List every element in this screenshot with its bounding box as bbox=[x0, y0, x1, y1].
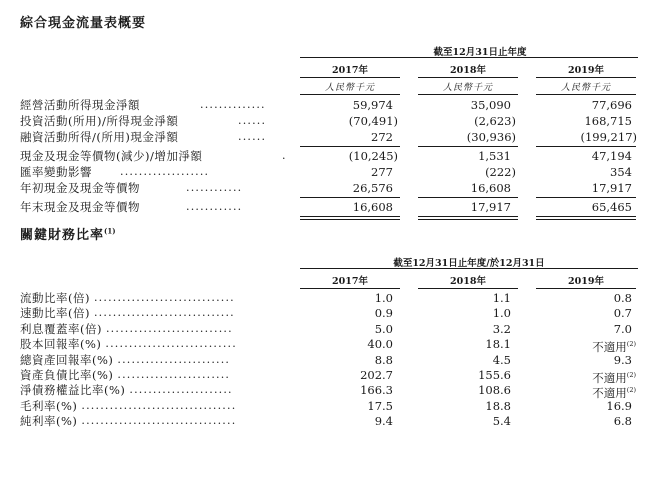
cashflow-row-net-change bbox=[0, 148, 652, 164]
row-label: 淨債務權益比率(%) bbox=[20, 383, 126, 398]
ratios-row-gearing bbox=[0, 367, 652, 383]
ratios-row-net-margin bbox=[0, 413, 652, 429]
leader-dots: ........................ bbox=[117, 352, 231, 366]
ratios-row-net-debt-equity bbox=[0, 382, 652, 401]
cashflow-year-2017: 2017年 bbox=[332, 65, 368, 76]
value-2017: 59,974 bbox=[352, 98, 393, 112]
value-2017: 8.8 bbox=[374, 352, 393, 367]
value-2018: 155.6 bbox=[478, 368, 511, 382]
cashflow-unit-rule-2018 bbox=[418, 94, 518, 95]
cashflow-row-financing bbox=[0, 129, 652, 145]
value-2018: 16,608 bbox=[470, 181, 511, 195]
value-2017: 1.0 bbox=[374, 291, 393, 305]
leader-dots: .............................. bbox=[93, 291, 235, 304]
row-label: 流動比率(倍) bbox=[20, 291, 90, 305]
cashflow-row-closing bbox=[0, 199, 652, 215]
value-2017: 5.0 bbox=[374, 321, 393, 336]
value-2019: 47,194 bbox=[591, 149, 632, 163]
cashflow-unit-2018: 人民幣千元 bbox=[442, 83, 493, 93]
value-2017: 166.3 bbox=[360, 383, 393, 398]
value-2019: 0.8 bbox=[613, 291, 632, 305]
value-2017: (70,491) bbox=[348, 114, 398, 128]
row-label: 毛利率(%) bbox=[20, 398, 78, 413]
row-label: 融資活動所得/(所用)現金淨額 bbox=[20, 130, 179, 144]
value-2018: 1.1 bbox=[492, 291, 511, 305]
cashflow-title: 綜合現金流量表概要 bbox=[20, 16, 147, 31]
leader-dots: ................................. bbox=[81, 398, 237, 412]
value-2019: 17,917 bbox=[591, 181, 632, 195]
cashflow-year-2019: 2019年 bbox=[568, 65, 604, 76]
cashflow-row-opening bbox=[0, 180, 652, 196]
ratios-span-rule bbox=[300, 268, 638, 269]
row-label: 年末現金及現金等價物 bbox=[20, 200, 140, 214]
value-2018: 1,531 bbox=[478, 149, 511, 163]
ratios-year-2019: 2019年 bbox=[568, 276, 604, 287]
ratios-year-rule-2018 bbox=[418, 288, 518, 289]
cashflow-double-rule-b-2019 bbox=[536, 219, 636, 220]
leader-dots: ........................... bbox=[105, 321, 233, 335]
ratios-row-roe bbox=[0, 336, 652, 355]
row-label: 純利率(%) bbox=[20, 414, 78, 429]
value-2017: 26,576 bbox=[352, 181, 393, 195]
value-2018: 17,917 bbox=[470, 200, 511, 214]
value-2017: 272 bbox=[371, 130, 393, 144]
cashflow-subtotal-rule-2017 bbox=[300, 146, 400, 147]
row-label: 年初現金及現金等價物 bbox=[20, 181, 140, 195]
ratios-year-2018: 2018年 bbox=[450, 276, 486, 287]
leader-dots: ........................ bbox=[117, 368, 231, 381]
row-label: 利息覆蓋率(倍) bbox=[20, 321, 102, 336]
leader-dots: ............ bbox=[186, 181, 243, 194]
value-2019: (199,217) bbox=[580, 130, 637, 144]
cashflow-unit-rule-2019 bbox=[536, 94, 636, 95]
value-2017: (10,245) bbox=[348, 149, 398, 163]
value-2019: 77,696 bbox=[591, 98, 632, 112]
cashflow-span-rule bbox=[300, 57, 638, 58]
value-2018: 5.4 bbox=[492, 414, 511, 429]
cashflow-row-operating bbox=[0, 97, 652, 113]
leader-dots: ...... bbox=[238, 114, 267, 127]
cashflow-span-header: 截至12月31日止年度 bbox=[433, 47, 527, 58]
value-2019: 16.9 bbox=[606, 398, 632, 413]
value-2018: 18.1 bbox=[485, 337, 511, 352]
cashflow-double-rule-a-2018 bbox=[418, 216, 518, 217]
ratios-title-footnote: (1) bbox=[104, 226, 116, 236]
ratios-span-header: 截至12月31日止年度/於12月31日 bbox=[393, 258, 545, 269]
cashflow-total-rule-2018 bbox=[418, 197, 518, 198]
cashflow-unit-rule-2017 bbox=[300, 94, 400, 95]
cashflow-year-rule-2018 bbox=[418, 77, 518, 78]
value-2018: (30,936) bbox=[466, 130, 516, 144]
value-2017: 202.7 bbox=[360, 368, 393, 382]
cashflow-unit-2017: 人民幣千元 bbox=[324, 83, 375, 93]
footnote-marker: (2) bbox=[626, 386, 636, 395]
value-2018: 1.0 bbox=[492, 306, 511, 321]
value-2019: 65,465 bbox=[591, 200, 632, 214]
value-2017: 40.0 bbox=[367, 337, 393, 352]
ratios-row-interest-coverage bbox=[0, 321, 652, 337]
ratios-row-quick-ratio bbox=[0, 305, 652, 321]
row-label: 投資活動(所用)/所得現金淨額 bbox=[20, 114, 179, 128]
leader-dots: ...... bbox=[238, 130, 267, 143]
ratios-year-rule-2019 bbox=[536, 288, 636, 289]
footnote-marker: (2) bbox=[626, 340, 636, 349]
leader-dots: ............................ bbox=[105, 337, 237, 351]
cashflow-double-rule-a-2019 bbox=[536, 216, 636, 217]
not-applicable-text: 不適用 bbox=[592, 370, 627, 385]
value-2019: 7.0 bbox=[613, 321, 632, 336]
cashflow-total-rule-2019 bbox=[536, 197, 636, 198]
value-2018: 18.8 bbox=[485, 398, 511, 413]
leader-dots: .............. bbox=[200, 98, 266, 111]
cashflow-double-rule-b-2017 bbox=[300, 219, 400, 220]
row-label: 經營活動所得現金淨額 bbox=[20, 98, 140, 112]
not-applicable-text: 不適用 bbox=[592, 340, 627, 355]
value-2019: 168,715 bbox=[584, 114, 632, 128]
leader-dots: ................................. bbox=[81, 414, 237, 428]
ratios-row-roa bbox=[0, 352, 652, 368]
cashflow-row-fx-effect bbox=[0, 164, 652, 180]
value-2018: (2,623) bbox=[474, 114, 516, 128]
value-2018: 108.6 bbox=[478, 383, 511, 398]
value-2019: 9.3 bbox=[613, 352, 632, 367]
value-2017: 16,608 bbox=[352, 200, 393, 214]
value-2017: 17.5 bbox=[367, 398, 393, 413]
cashflow-unit-2019: 人民幣千元 bbox=[560, 83, 611, 93]
cashflow-year-2018: 2018年 bbox=[450, 65, 486, 76]
value-2019: 6.8 bbox=[613, 414, 632, 429]
value-2019: 0.7 bbox=[613, 306, 632, 321]
value-2018: 3.2 bbox=[492, 321, 511, 336]
row-label: 速動比率(倍) bbox=[20, 306, 90, 321]
cashflow-year-rule-2019 bbox=[536, 77, 636, 78]
ratios-row-gross-margin bbox=[0, 398, 652, 414]
ratios-title: 關鍵財務比率$^{(1)}$ bbox=[20, 226, 116, 243]
ratios-year-2017: 2017年 bbox=[332, 276, 368, 287]
value-2017: 0.9 bbox=[374, 306, 393, 321]
value-2018: 4.5 bbox=[492, 352, 511, 367]
leader-dots: . bbox=[282, 149, 287, 162]
leader-dots: ................... bbox=[120, 165, 210, 178]
leader-dots: .............................. bbox=[93, 306, 235, 320]
cashflow-subtotal-rule-2019 bbox=[536, 146, 636, 147]
value-2018: (222) bbox=[485, 165, 516, 179]
leader-dots: ...................... bbox=[129, 383, 233, 397]
cashflow-year-rule-2017 bbox=[300, 77, 400, 78]
value-2018: 35,090 bbox=[470, 98, 511, 112]
row-label: 資產負債比率(%) bbox=[20, 368, 114, 382]
cashflow-row-investing bbox=[0, 113, 652, 129]
cashflow-double-rule-b-2018 bbox=[418, 219, 518, 220]
ratios-year-rule-2017 bbox=[300, 288, 400, 289]
value-2017: 277 bbox=[371, 165, 393, 179]
row-label: 股本回報率(%) bbox=[20, 337, 102, 352]
not-applicable-text: 不適用 bbox=[592, 386, 627, 401]
cashflow-total-rule-2017 bbox=[300, 197, 400, 198]
leader-dots: ............ bbox=[186, 200, 243, 213]
ratios-row-current-ratio bbox=[0, 290, 652, 306]
value-2017: 9.4 bbox=[374, 414, 393, 429]
cashflow-double-rule-a-2017 bbox=[300, 216, 400, 217]
footnote-marker: (2) bbox=[626, 371, 636, 379]
row-label: 總資產回報率(%) bbox=[20, 352, 114, 367]
row-label: 匯率變動影響 bbox=[20, 165, 92, 179]
value-2019: 354 bbox=[610, 165, 632, 179]
cashflow-subtotal-rule-2018 bbox=[418, 146, 518, 147]
row-label: 現金及現金等價物(減少)/增加淨額 bbox=[20, 149, 203, 163]
